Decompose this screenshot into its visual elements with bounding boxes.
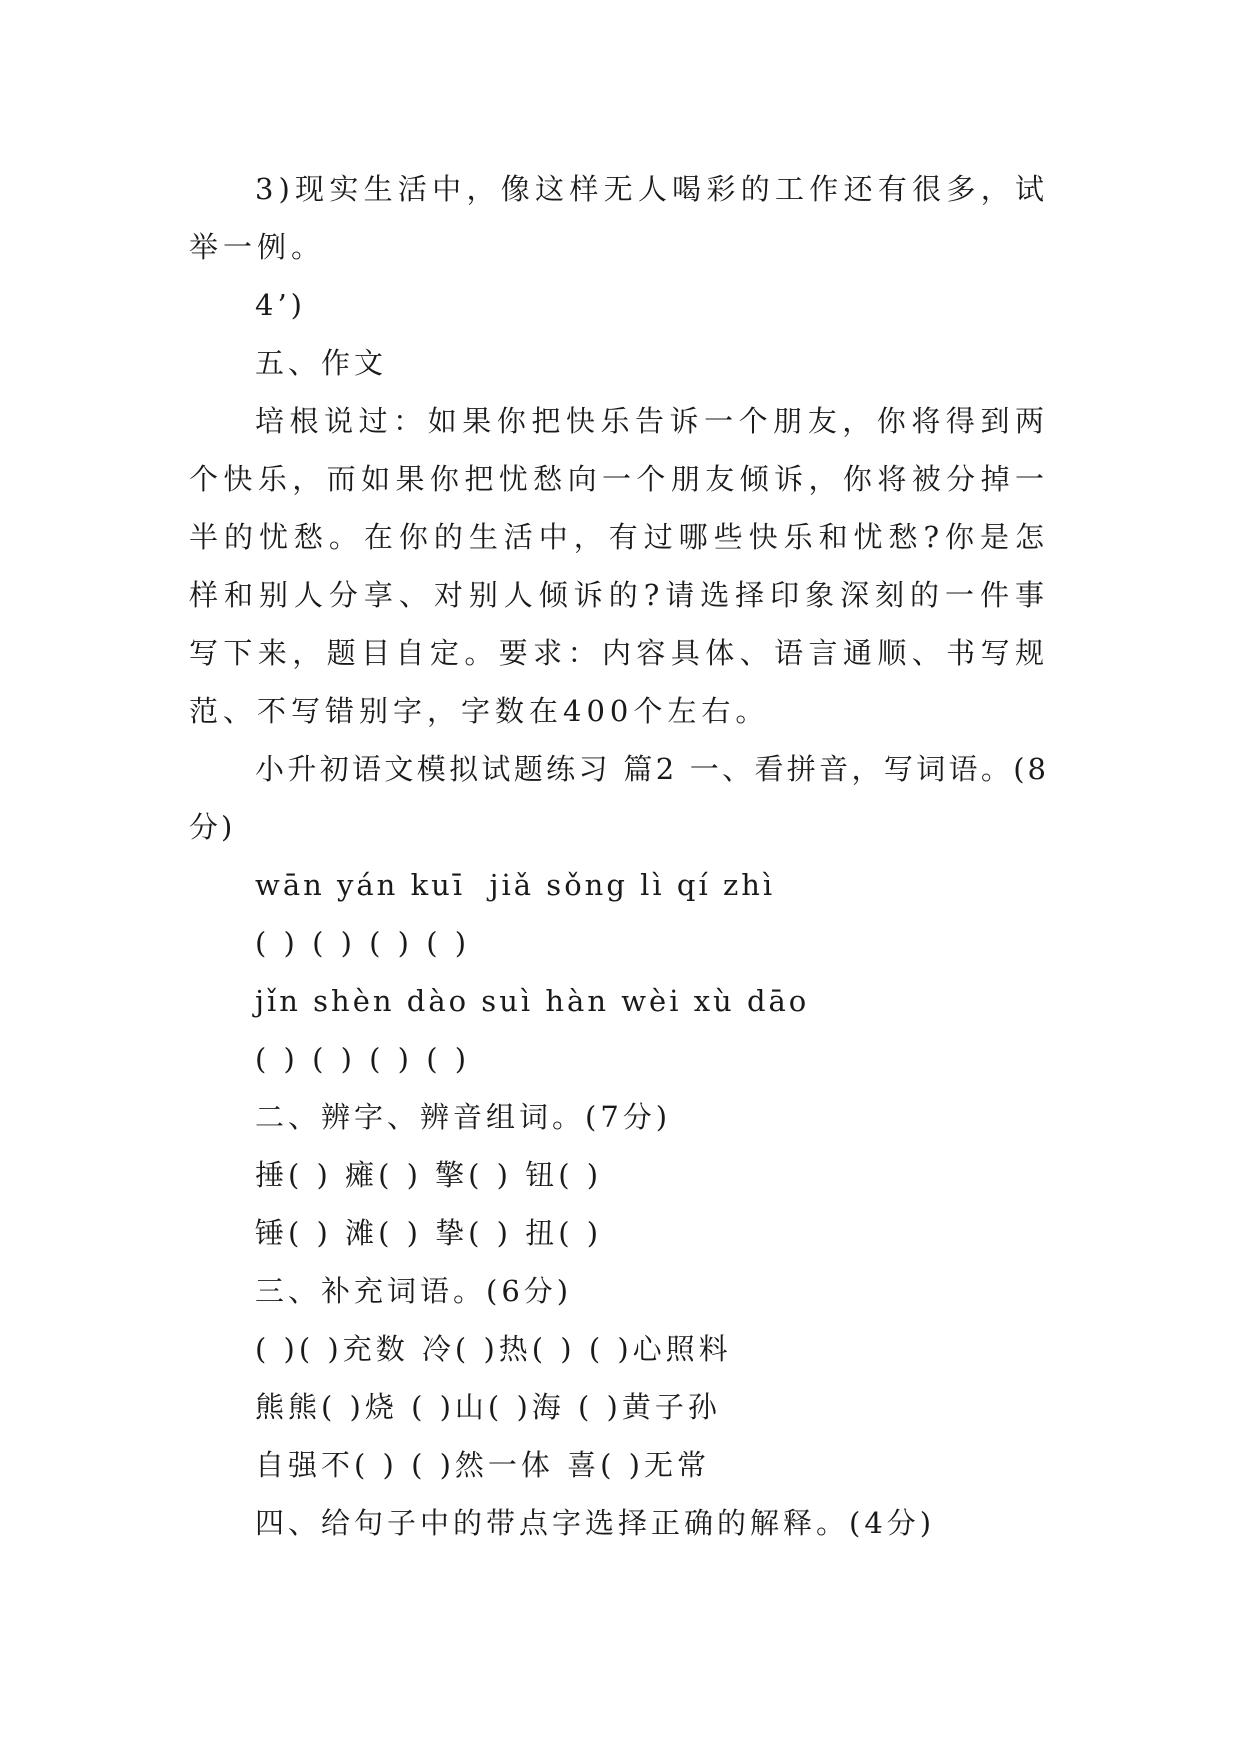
word-row-1: ( )( )充数 冷( )热( ) ( )心照料 xyxy=(255,1332,732,1366)
blank-row-1: ( ) ( ) ( ) ( ) xyxy=(255,926,471,960)
word-row-3: 自强不( ) ( )然一体 喜( )无常 xyxy=(255,1448,710,1482)
section-4-heading: 四、给句子中的带点字选择正确的解释。(4分) xyxy=(255,1506,936,1540)
score-note: 4’) xyxy=(255,288,306,322)
section-3-heading: 三、补充词语。(6分) xyxy=(255,1274,573,1308)
blank-row-2: ( ) ( ) ( ) ( ) xyxy=(255,1042,471,1076)
char-row-1: 捶( ) 瘫( ) 擎( ) 钮( ) xyxy=(255,1158,603,1192)
exam-title-part-2: 小升初语文模拟试题练习 篇2 一、看拼音，写词语。(8分) xyxy=(189,752,1049,844)
pinyin-row-2: jǐn shèn dào suì hàn wèi xù dāo xyxy=(255,984,810,1018)
pinyin-row-1: wān yán kuī jiǎ sǒng lì qí zhì xyxy=(255,868,776,902)
word-row-2: 熊熊( )烧 ( )山( )海 ( )黄子孙 xyxy=(255,1390,721,1424)
question-3: 3)现实生活中，像这样无人喝彩的工作还有很多，试举一例。 xyxy=(189,172,1049,264)
section-5-heading: 五、作文 xyxy=(255,346,388,380)
document-content xyxy=(189,160,1049,1552)
essay-prompt: 培根说过：如果你把快乐告诉一个朋友，你将得到两个快乐，而如果你把忧愁向一个朋友倾诉，你将被分掉一半的忧愁。在你的生活中，有过哪些快乐和忧愁?你是怎样和别人分享、对别人倾诉的?请选择印象深刻的一件事写下来，题目自定。要求：内容具体、语言通顺、书写规范、不写错别字，字数在400个左右。 xyxy=(189,404,1049,728)
section-2-heading: 二、辨字、辨音组词。(7分) xyxy=(255,1100,672,1134)
char-row-2: 锤( ) 滩( ) 挚( ) 扭( ) xyxy=(255,1216,603,1250)
